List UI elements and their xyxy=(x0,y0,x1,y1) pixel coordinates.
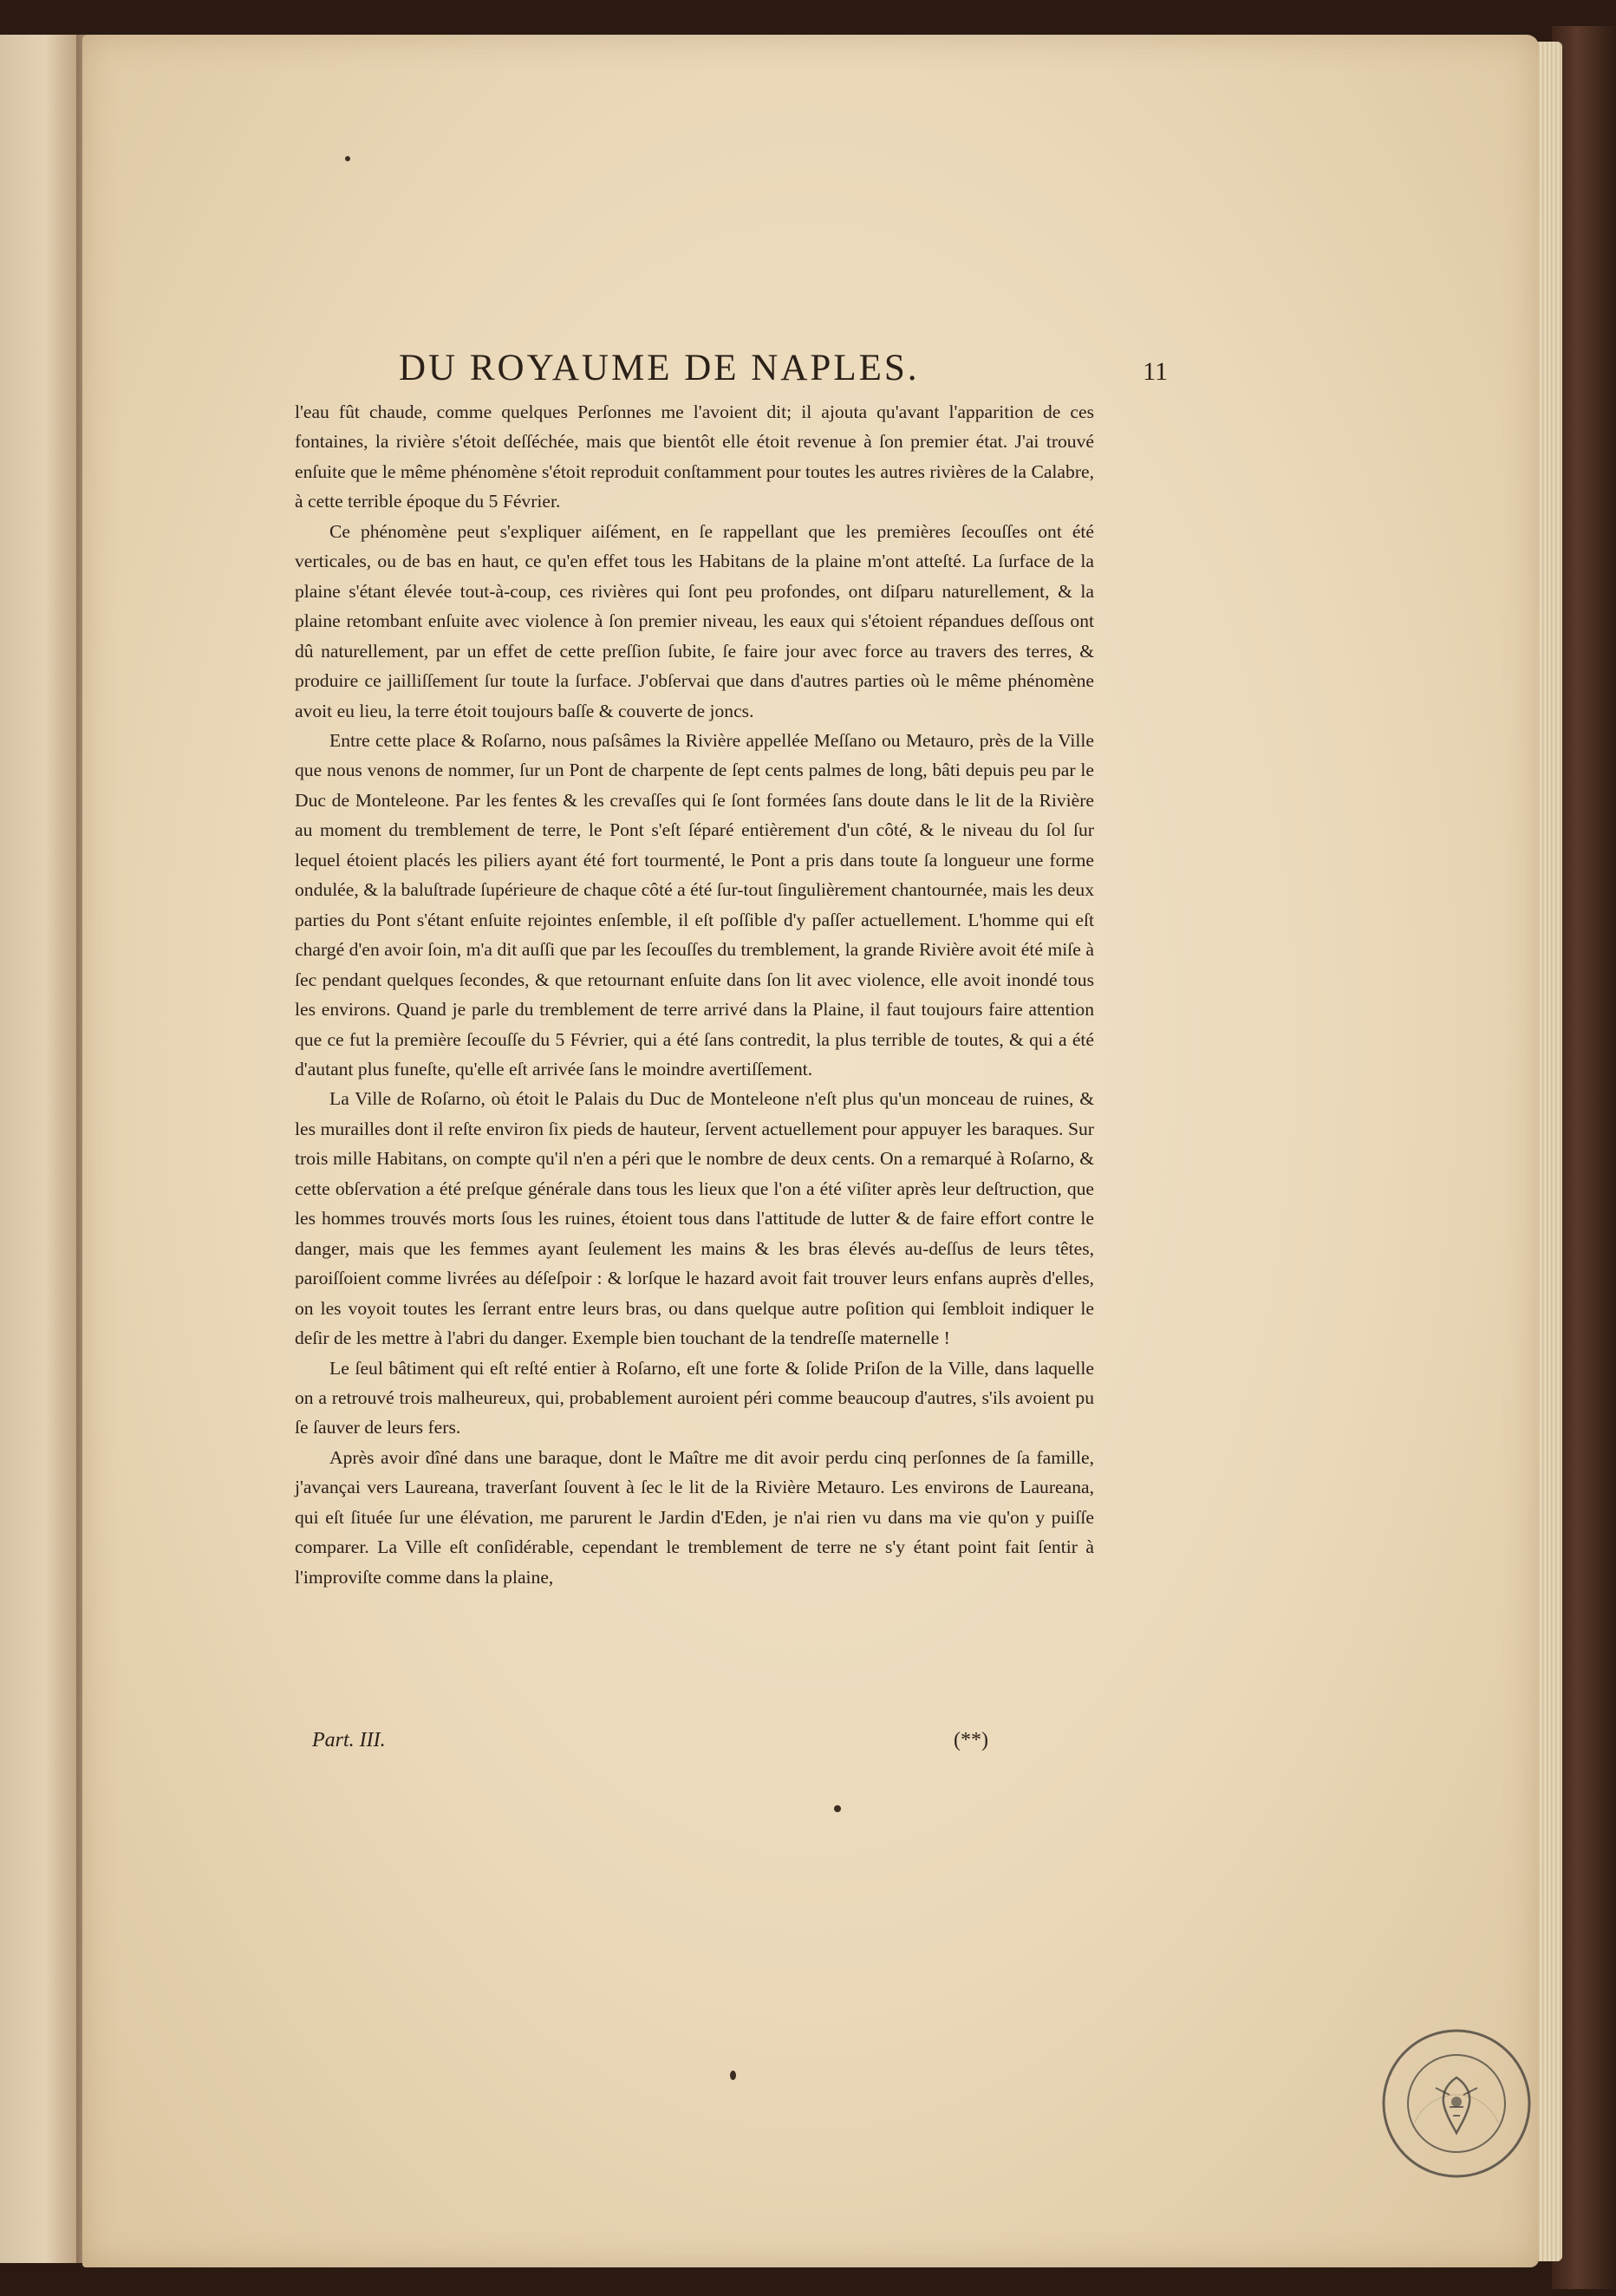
page-title: DU ROYAUME DE NAPLES. xyxy=(399,348,920,388)
paragraph: La Ville de Roſarno, où étoit le Palais du Duc de Monteleone n'eſt plus qu'un monceau de ruines, & les murailles dont il reſte environ ſix pieds de hauteur, ſervent actuellement pour appuyer les baraques. Sur trois mille Habitans, on compte qu'il n'en a péri que le nombre de deux cents. On a remarqué à Roſarno, & cette obſervation a été preſque générale dans tous les lieux que l'on a été viſiter après leur deſtruction, que les hommes trouvés morts ſous les ruines, étoient tous dans l'attitude de lutter & de faire effort contre le danger, mais que les femmes ayant ſeulement les mains & les bras élevés au-deſſus de leurs têtes, paroiſſoient comme livrées au déſeſpoir : & lorſque le hazard avoit fait trouver leurs enfans auprès d'elles, on les voyoit toutes les ſerrant entre leurs bras, ou dans quelque autre poſition qui ſembloit indiquer le deſir de les mettre à l'abri du danger. Exemple bien touchant de la tendreſſe maternelle ! xyxy=(295,1088,1094,1349)
paper-speck xyxy=(730,2071,736,2080)
paragraph: Entre cette place & Roſarno, nous paſsâmes la Rivière appellée Meſſano ou Metauro, près de la Ville que nous venons de nommer, ſur un Pont de charpente de ſept cents palmes de long, bâti depuis peu par le Duc de Monteleone. Par les fentes & les crevaſſes qui ſe ſont formées ſans doute dans le lit de la Rivière au moment du tremblement de terre, le Pont s'eſt ſéparé entièrement d'un côté, & le niveau du ſol ſur lequel étoient placés les piliers ayant été fort tourmenté, le Pont a pris dans toute ſa longueur une forme ondulée, & la baluſtrade ſupérieure de chaque côté a été ſur-tout ſingulièrement chantournée, mais les deux parties du Pont s'étant enſuite rejointes enſemble, il eſt poſſible d'y paſſer actuellement. L'homme qui eſt chargé d'en avoir ſoin, m'a dit auſſi que par les ſecouſſes du tremblement, la grande Rivière avoit été miſe à ſec pendant quelques ſecondes, & que retournant enſuite dans ſon lit avec violence, elle avoit inondé tous les environs. Quand je parle du tremblement de terre arrivé dans la Plaine, il faut toujours faire attention que ce fut la première ſecouſſe du 5 Février, qui a été ſans contredit, la plus terrible de toutes, & qui a été d'autant plus funeſte, qu'elle eſt arrivée ſans le moindre avertiſſement. xyxy=(295,729,1094,1080)
paper-speck xyxy=(345,156,350,161)
left-page-edge xyxy=(0,35,82,2263)
library-stamp-icon xyxy=(1380,2027,1533,2180)
paragraph: Le ſeul bâtiment qui eſt reſté entier à Roſarno, eſt une forte & ſolide Priſon de la Ville, dans laquelle on a retrouvé trois malheureux, qui, probablement auroient péri comme beaucoup d'autres, s'ils avoient pu ſe ſauver de leurs fers. xyxy=(295,1357,1094,1438)
page-number: 11 xyxy=(1143,357,1168,386)
body-text xyxy=(295,397,1094,1592)
paragraph: Ce phénomène peut s'expliquer aiſément, en ſe rappellant que les premières ſecouſſes ont été verticales, ou de bas en haut, ce qu'en effet tous les Habitans de la plaine m'ont atteſté. La ſurface de la plaine s'étant élevée tout-à-coup, ces rivières qui ſont peu profondes, ont diſparu naturellement, & la plaine retombant enſuite avec violence à ſon premier niveau, les eaux qui s'étoient répandues deſſous ont dû naturellement, par un effet de cette preſſion ſubite, ſe faire jour avec force au travers des terres, & produire ce jailliſſement ſur toute la ſurface. J'obſervai que dans d'autres parties où le même phénomène avoit eu lieu, la terre étoit toujours baſſe & couverte de joncs. xyxy=(295,520,1094,721)
paper-speck xyxy=(834,1805,841,1812)
paragraph: Après avoir dîné dans une baraque, dont le Maître me dit avoir perdu cinq perſonnes de ſa famille, j'avançai vers Laureana, traverſant ſouvent à ſec le lit de la Rivière Metauro. Les environs de Laureana, qui eſt ſituée ſur une élévation, me parurent le Jardin d'Eden, je n'ai rien vu dans ma vie qu'on y puiſſe comparer. La Ville eſt conſidérable, cependant le tremblement de terre ne s'y étant point fait ſentir à l'improviſte comme dans la plaine, xyxy=(295,1446,1094,1588)
paragraph: l'eau fût chaude, comme quelques Perſonnes me l'avoient dit; il ajouta qu'avant l'apparition de ces fontaines, la rivière s'étoit deſſéchée, mais que bientôt elle étoit revenue à ſon premier état. J'ai trouvé enſuite que le même phénomène s'étoit reproduit conſtamment pour toutes les autres rivières de la Calabre, à cette terrible époque du 5 Février. xyxy=(295,401,1094,512)
signature-mark: (**) xyxy=(954,1729,988,1751)
part-label: Part. III. xyxy=(312,1729,386,1751)
running-head xyxy=(299,347,1175,392)
page-footer xyxy=(312,1729,1023,1764)
